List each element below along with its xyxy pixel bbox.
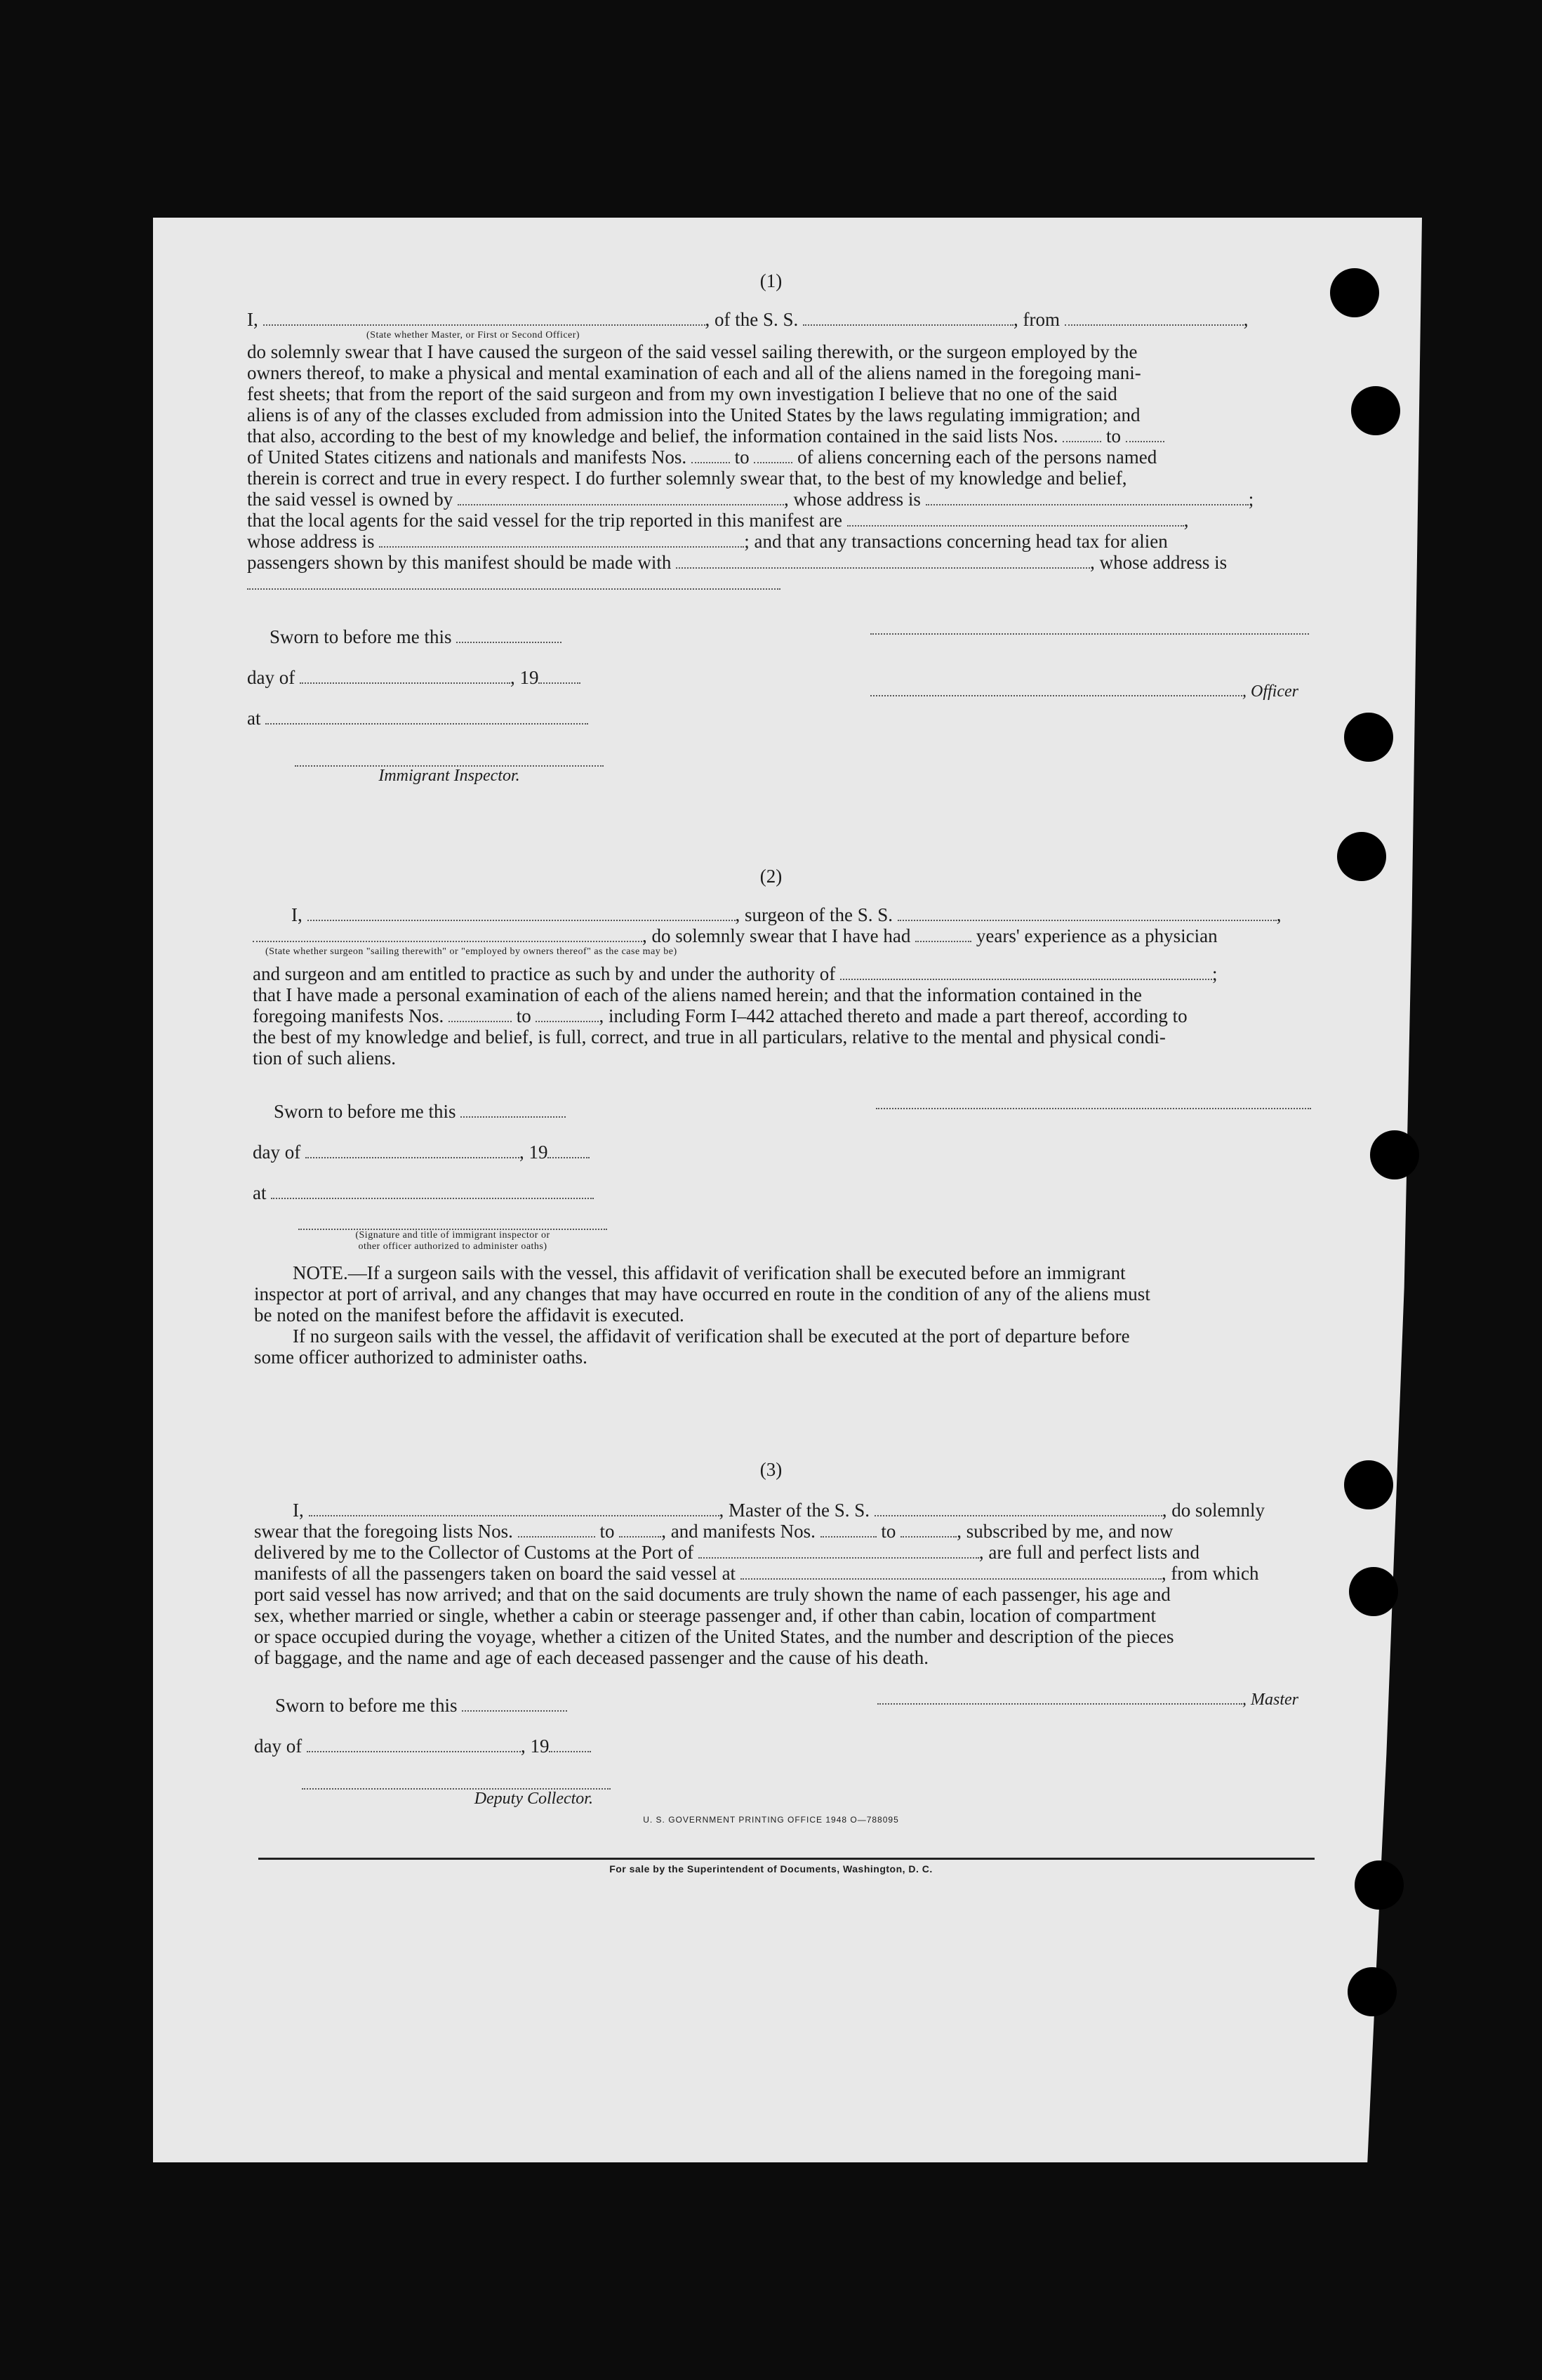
owner-address-field[interactable] [926, 489, 1249, 505]
surgeon-signature-line[interactable] [876, 1092, 1311, 1109]
lists-from-field[interactable] [1063, 425, 1101, 442]
surgeon-name-field[interactable] [307, 904, 736, 921]
immigrant-inspector-label: Immigrant Inspector. [378, 767, 520, 785]
contact-address-field[interactable] [247, 573, 780, 590]
surgeon-vessel-field[interactable] [898, 904, 1277, 921]
surgeon-sworn-date-field[interactable] [460, 1101, 566, 1118]
punch-hole [1348, 1967, 1397, 2016]
section-2-oath: I, , surgeon of the S. S. , , do solemnly swear that I have had years' experience as a physician (State whether surgeon "sailing therewith" or "employed by owners thereof" as the case may be) and surgeon and am entitled to practice as such by and under the authority of ; that I have made a personal examination of each of the aliens named herein; and that the information contained in the foregoing manifests Nos. to , including Form I–442 attached thereto and made a part thereof, according to the best of my knowledge and belief, is full, correct, and true in all particulars, relative to the mental and physical condi- tion of such aliens. [253, 904, 1311, 1069]
head-tax-contact-field[interactable] [676, 552, 1090, 569]
port-of-entry-field[interactable] [698, 1542, 979, 1559]
signature-note-line-2: other officer authorized to administer oaths) [358, 1241, 547, 1252]
officer-label: , Officer [1242, 682, 1298, 701]
master-name-field[interactable] [309, 1500, 719, 1516]
lists-to-field[interactable] [1126, 425, 1164, 442]
section-3-jurat: Sworn to before me this day of , 19 [254, 1685, 619, 1766]
surgeon-state-note: (State whether surgeon "sailing therewith" or "employed by owners thereof" as the case may be) [265, 946, 677, 957]
master-manifests-from-field[interactable] [820, 1521, 877, 1538]
year-field[interactable] [538, 667, 580, 684]
section-1-number: (1) [759, 270, 783, 291]
agents-address-field[interactable] [379, 531, 744, 548]
section-2-jurat: Sworn to before me this day of , 19 at [253, 1091, 618, 1213]
local-agents-field[interactable] [847, 510, 1184, 527]
authority-field[interactable] [840, 963, 1212, 980]
section-2-note: NOTE.—If a surgeon sails with the vessel, this affidavit of verification shall be executed before an immigrant inspector at port of arrival, and any changes that may have occurred en route in the condition of any of the aliens must be noted on the manifest before the affidavit is executed. If no surgeon sails with the vessel, the affidavit of verification shall be executed at the port of departure before some officer authorized to administer oaths. [254, 1262, 1150, 1368]
master-lists-from-field[interactable] [518, 1521, 595, 1538]
master-day-of-field[interactable] [307, 1736, 521, 1752]
section-2-number: (2) [759, 866, 783, 887]
footer-note: For sale by the Superintendent of Documents, Washington, D. C. [609, 1863, 933, 1875]
embarkation-port-field[interactable] [740, 1563, 1162, 1580]
manifests-to-field[interactable] [754, 447, 792, 463]
surgeon-status-field[interactable] [253, 925, 642, 942]
owner-field[interactable] [458, 489, 784, 505]
master-lists-to-field[interactable] [619, 1521, 661, 1538]
footer-rule [258, 1858, 1315, 1860]
master-signature-line[interactable] [877, 1688, 1242, 1705]
section-1-oath: I, , of the S. S. , from , (State whether Master, or First or Second Officer) do solemnly swear that I have caused the surgeon of the said vessel sailing therewith, or the surgeon employed by the owners thereof, to make a physical and mental examination of each and all of the aliens named in the foregoing mani- fest sheets; that from the report of the said surgeon and from my own investigation I believe that no one of the said aliens is of any of the classes excluded from admission into the United States by the laws regulating immigration; and that also, according to the best of my knowledge and belief, the information contained in the said lists Nos. to of United States citizens and nationals and manifests Nos. to of aliens concerning each of the persons named therein is correct and true in every respect. I do further solemnly swear that, to the best of my knowledge and belief, the said vessel is owned by , whose address is ; that the local agents for the said vessel for the trip reported in this manifest are , whose address is ; and that any transactions concerning head tax for alien passengers shown by this manifest should be made with , whose address is [247, 309, 1314, 594]
punch-hole [1351, 386, 1400, 435]
printer-imprint: U. S. GOVERNMENT PRINTING OFFICE 1948 O—788095 [643, 1815, 899, 1825]
section-1-jurat: Sworn to before me this day of , 19 at [247, 616, 612, 739]
vessel-name-field[interactable] [803, 309, 1013, 326]
section-3-number: (3) [759, 1459, 783, 1480]
years-experience-field[interactable] [915, 925, 971, 942]
deputy-collector-label: Deputy Collector. [474, 1790, 593, 1808]
sworn-date-field[interactable] [456, 626, 561, 643]
punch-hole [1344, 713, 1393, 762]
punch-hole [1370, 1130, 1419, 1179]
master-vessel-field[interactable] [875, 1500, 1162, 1516]
departure-port-field[interactable] [1065, 309, 1244, 326]
surgeon-day-of-field[interactable] [305, 1142, 519, 1158]
punch-hole [1349, 1567, 1398, 1616]
master-sworn-date-field[interactable] [462, 1695, 567, 1712]
master-manifests-to-field[interactable] [900, 1521, 957, 1538]
signature-note-line-1: (Signature and title of immigrant inspector or [355, 1230, 550, 1241]
officer-rank-field[interactable] [263, 309, 705, 326]
surgeon-manifest-from-field[interactable] [448, 1005, 512, 1022]
officer-signature-line[interactable] [870, 680, 1242, 696]
inspector-signature-line[interactable] [295, 750, 604, 767]
sworn-signature-line[interactable] [870, 618, 1309, 635]
surgeon-year-field[interactable] [547, 1142, 590, 1158]
collector-signature-line[interactable] [302, 1773, 611, 1790]
inspector-oath-signature-line[interactable] [298, 1213, 607, 1230]
state-whether-note: (State whether Master, or First or Second Officer) [366, 330, 580, 341]
at-place-field[interactable] [265, 708, 588, 725]
section-3-oath: I, , Master of the S. S. , do solemnly swear that the foregoing lists Nos. to , and manifests Nos. to , subscribed by me, and now delivered by me to the Collector of Customs at the Port of , are full and perfect lists and manifests of all the passengers taken on board the said vessel at , from which port said vessel has now arrived; and that on the said documents are truly shown the name of each passenger, his age and sex, whether married or single, whether a cabin or steerage passenger and, if other than cabin, location of compartment or space occupied during the voyage, whether a citizen of the United States, and the number and description of the pieces of baggage, and the name and age of each deceased passenger and the cause of his death. [254, 1500, 1265, 1668]
surgeon-at-place-field[interactable] [271, 1182, 594, 1199]
manifests-from-field[interactable] [691, 447, 730, 463]
master-year-field[interactable] [549, 1736, 591, 1752]
master-label: , Master [1242, 1691, 1298, 1709]
day-of-field[interactable] [300, 667, 510, 684]
surgeon-manifest-to-field[interactable] [536, 1005, 599, 1022]
